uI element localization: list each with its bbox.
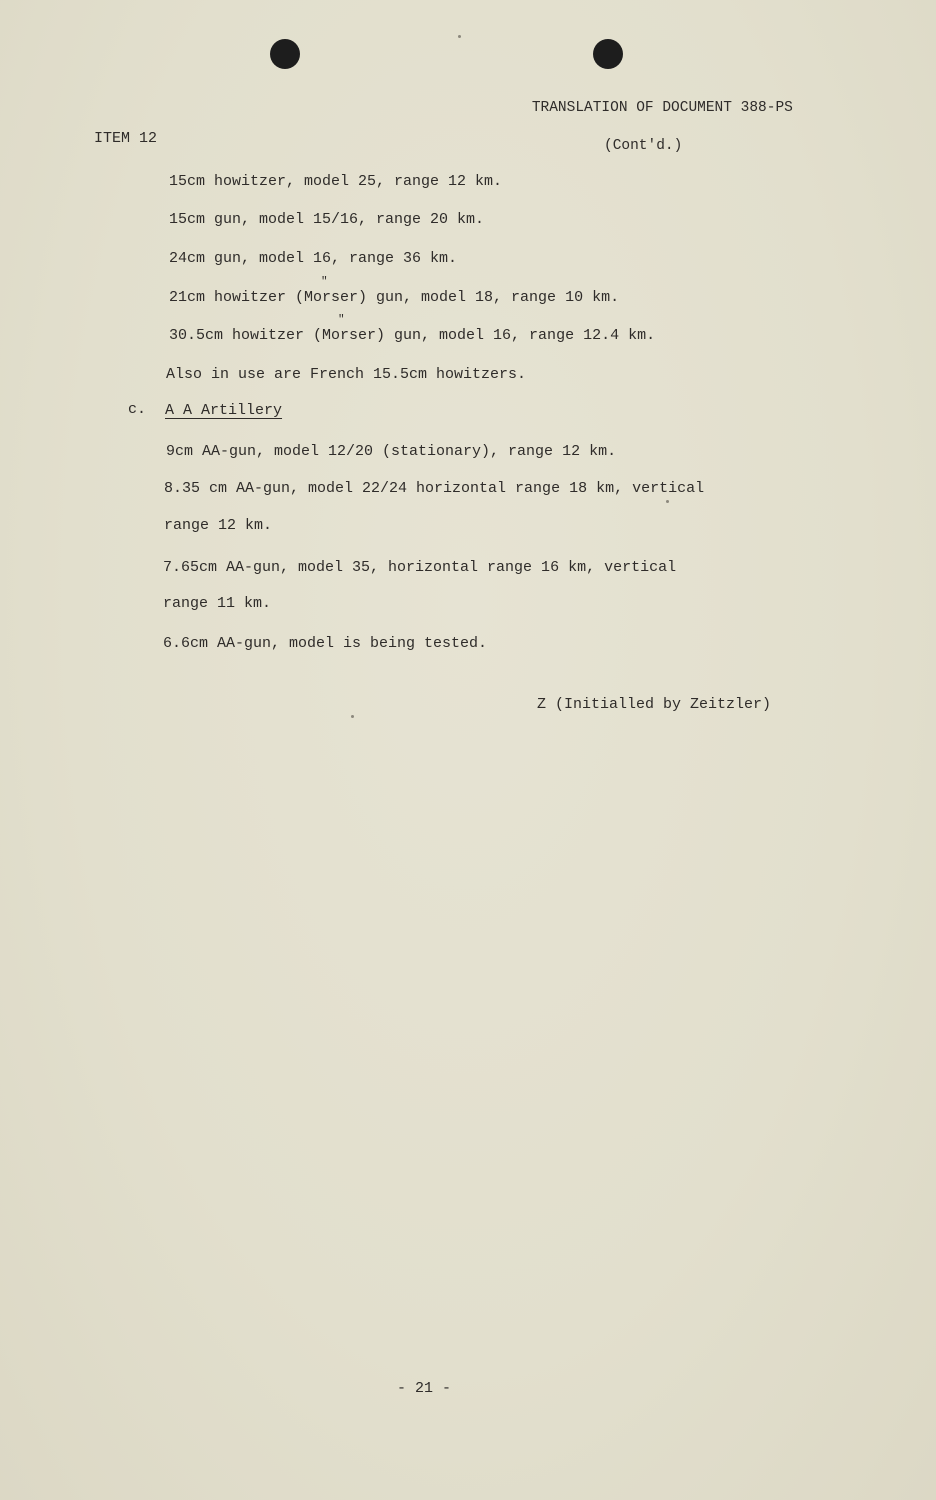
aa-line-4: 7.65cm AA-gun, model 35, horizontal range 16 km, vertical xyxy=(163,559,677,576)
aa-line-3: range 12 km. xyxy=(164,517,273,534)
artillery-line-5: 30.5cm howitzer (Morser) gun, model 16, range 12.4 km. xyxy=(169,327,656,344)
page-number: - 21 - xyxy=(397,1380,452,1397)
aa-line-5: range 11 km. xyxy=(163,595,272,612)
aa-line-6: 6.6cm AA-gun, model is being tested. xyxy=(163,635,488,652)
artillery-line-4: 21cm howitzer (Morser) gun, model 18, range 10 km. xyxy=(169,289,620,306)
artillery-line-3: 24cm gun, model 16, range 36 km. xyxy=(169,250,458,267)
punch-hole-right xyxy=(593,39,623,69)
paper-speck xyxy=(351,715,354,718)
aa-line-2: 8.35 cm AA-gun, model 22/24 horizontal range 18 km, vertical xyxy=(164,480,705,497)
header-continued: (Cont'd.) xyxy=(604,138,683,154)
umlaut-mark: " xyxy=(321,276,328,288)
aa-line-1: 9cm AA-gun, model 12/20 (stationary), range 12 km. xyxy=(166,443,617,460)
artillery-line-2: 15cm gun, model 15/16, range 20 km. xyxy=(169,211,485,228)
signature-line: Z (Initialled by Zeitzler) xyxy=(537,696,772,713)
punch-hole-left xyxy=(270,39,300,69)
document-header xyxy=(497,80,793,194)
section-c-label: c. xyxy=(128,401,147,418)
artillery-line-1: 15cm howitzer, model 25, range 12 km. xyxy=(169,173,503,190)
umlaut-mark: " xyxy=(338,314,345,326)
section-c-title: A A Artillery xyxy=(165,402,283,419)
paper-speck xyxy=(666,500,669,503)
artillery-line-6: Also in use are French 15.5cm howitzers. xyxy=(166,366,527,383)
paper-speck xyxy=(458,35,461,38)
item-title: ITEM 12 xyxy=(94,130,158,147)
header-title: TRANSLATION OF DOCUMENT 388-PS xyxy=(531,100,793,116)
